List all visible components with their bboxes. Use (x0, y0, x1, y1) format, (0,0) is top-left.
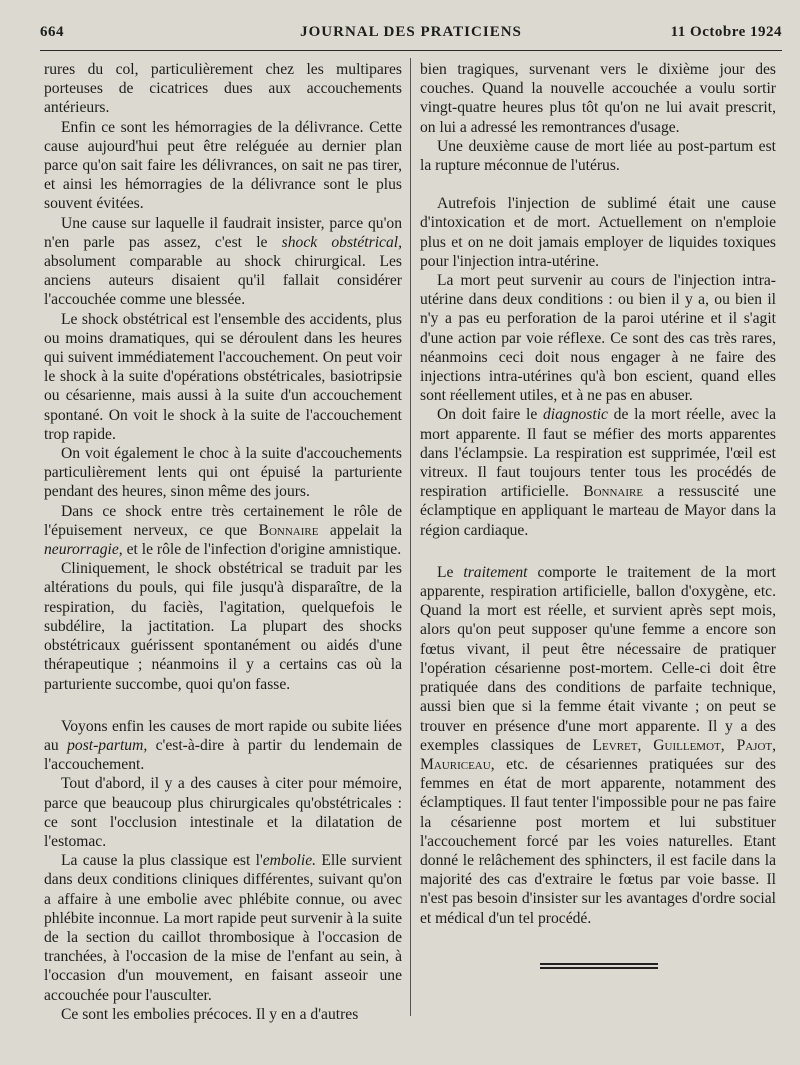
paragraph: Enfin ce sont les hémorragies de la délivrance. Cette cause aujourd'hui peut être reléguée au dernier plan parce qu'on sait faire les délivrances, on sait ne pas tirer, et ainsi les hémorragies de la délivrance sont le plus souvent évitées. (44, 118, 402, 213)
paragraph: bien tragiques, survenant vers le dixième jour des couches. Quand la nouvelle accouchée a voulu sortir vingt-quatre heures plus tôt qu'on ne lui avait prescrit, on lui a adressé les remontrances d'usage. (420, 61, 776, 136)
paragraph: La cause la plus classique est l'embolie. Elle survient dans deux conditions cliniques différentes, suivant qu'on a affaire à une embolie avec phlébite connue, ou avec phlébite inconnue. La mort rapide peut survenir à la suite de la section du caillot thrombosique à l'occasion de tranchées, à l'occasion de la mise de l'enfant au sein, à l'occasion d'un mouvement, en faisant asseoir une accouchée pour l'ausculter. (44, 852, 402, 1004)
author-name: Levret (592, 736, 638, 754)
paragraph: rures du col, particulièrement chez les multipares porteuses de cicatrices dues aux accouchements antérieurs. (44, 61, 402, 117)
emphasis: diagnostic (542, 406, 608, 424)
emphasis: embolie. (262, 852, 317, 870)
right-column (420, 60, 776, 928)
emphasis: traitement (463, 563, 528, 581)
left-column (44, 60, 402, 1024)
paragraph: Ce sont les embolies précoces. Il y en a d'autres (61, 1005, 359, 1023)
emphasis: neurorragie, (44, 541, 123, 559)
paragraph: Une cause sur laquelle il faudrait insister, parce qu'on n'en parle pas assez, c'est le shock obstétrical, absolument comparable au shock chirurgical. Les anciens auteurs disaient qu'il fallait considérer l'accouchée comme une blessée. (44, 214, 402, 309)
paragraph: Cliniquement, le shock obstétrical se traduit par les altérations du pouls, qui file jusqu'à disparaître, de la respiration, du faciès, l'agitation, quelquefois le subdélire, la jactitation. La plupart des shocks obstétricaux guérissent spontanément ou aidés d'une thérapeutique ; néanmoins il y a certains cas où la parturiente succombe, quoi qu'on fasse. (44, 560, 402, 693)
author-name: Bonnaire (258, 521, 319, 539)
paragraph: Une deuxième cause de mort liée au post-partum est la rupture méconnue de l'utérus. (420, 137, 776, 175)
paragraph: Le shock obstétrical est l'ensemble des accidents, plus ou moins dramatiques, qui se déroulent dans les heures qui suivent immédiatement l'accouchement. On peut voir le shock à la suite d'opérations obstétricales, basiotripsie ou césarienne, mais aussi à la suite d'un accouchement spontané. On voit le shock à la suite de l'accouchement trop rapide. (44, 310, 402, 443)
paragraph: Tout d'abord, il y a des causes à citer pour mémoire, parce que beaucoup plus chirurgicales qu'obstétricales : ce sont l'occlusion intestinale et la dilatation de l'estomac. (44, 775, 402, 850)
journal-title: JOURNAL DES PRATICIENS (300, 24, 522, 40)
column-divider (410, 58, 411, 1016)
paragraph: Autrefois l'injection de sublimé était une cause d'intoxication et de mort. Actuellement on n'emploie plus et on ne doit jamais employer de liquides toxiques pour l'injection intra-utérine. (420, 195, 776, 270)
author-name: Guillemot (653, 736, 721, 754)
issue-date: 11 Octobre 1924 (670, 24, 782, 40)
paragraph: La mort peut survenir au cours de l'injection intra-utérine dans deux conditions : ou bien il y a, ou bien il n'y a pas eu perforation de la paroi utérine et il s'agit d'une action par voie réflexe. Ce sont des cas très rares, néanmoins ceci doit nous engager à ne faire des injections intra-utérines qu'à bon escient, quand elles sont réellement utiles, et à ne pas en abuser. (420, 272, 776, 405)
paragraph: On voit également le choc à la suite d'accouchements particulièrement lents qui ont épuisé la parturiente pendant des heures, sinon même des jours. (44, 445, 402, 501)
author-name: Mauriceau (420, 755, 491, 773)
author-name: Bonnaire (583, 483, 644, 501)
emphasis: shock obstétrical, (281, 233, 402, 251)
paragraph: Voyons enfin les causes de mort rapide ou subite liées au post-partum, c'est-à-dire à partir du lendemain de l'accouchement. (44, 717, 402, 774)
section-end-rule (540, 963, 658, 971)
paragraph: On doit faire le diagnostic de la mort réelle, avec la mort apparente. Il faut se méfier des morts apparentes dans l'éclampsie. La respiration est supprimée, l'œil est vitreux. Il faut toujours tenter tous les procédés de respiration artificielle. Bonnaire a ressuscité une éclamptique en appliquant le marteau de Mayor dans la région cardiaque. (420, 406, 776, 539)
page-header (40, 22, 782, 51)
paragraph: Dans ce shock entre très certainement le rôle de l'épuisement nerveux, ce que Bonnaire appelait la neurorragie, et le rôle de l'infection d'origine amnistique. (44, 502, 403, 559)
page-number: 664 (40, 24, 64, 40)
author-name: Pajot (736, 736, 773, 754)
emphasis: post-partum, (67, 736, 148, 754)
paragraph: Le traitement comporte le traitement de la mort apparente, respiration artificielle, ballon d'oxygène, etc. Quand la mort est réelle, et survient après sept mois, alors qu'on peut supposer qu'une femme a encore son fœtus vivant, il peut être nécessaire de pratiquer l'opération césarienne post-mortem. Celle-ci doit être pratiquée dans des conditions de parfaite technique, aussi bien que si la femme était vivante ; on peut se trouver en présence d'une mort apparente. Il y a des exemples classiques de Levret, Guillemot, Pajot, Mauriceau, etc. de césariennes pratiquées sur des femmes en état de mort apparente, notamment des éclamptiques. Il faut tenter l'impossible pour ne pas faire la césarienne post mortem et lui substituer l'accouchement forcé par les voies naturelles. Etant donné le relâchement des sphincters, il est facile dans la majorité des cas d'extraire le fœtus par voie basse. Il n'est pas besoin d'insister sur les avantages d'ordre social et médical d'un tel procédé. (420, 563, 777, 927)
